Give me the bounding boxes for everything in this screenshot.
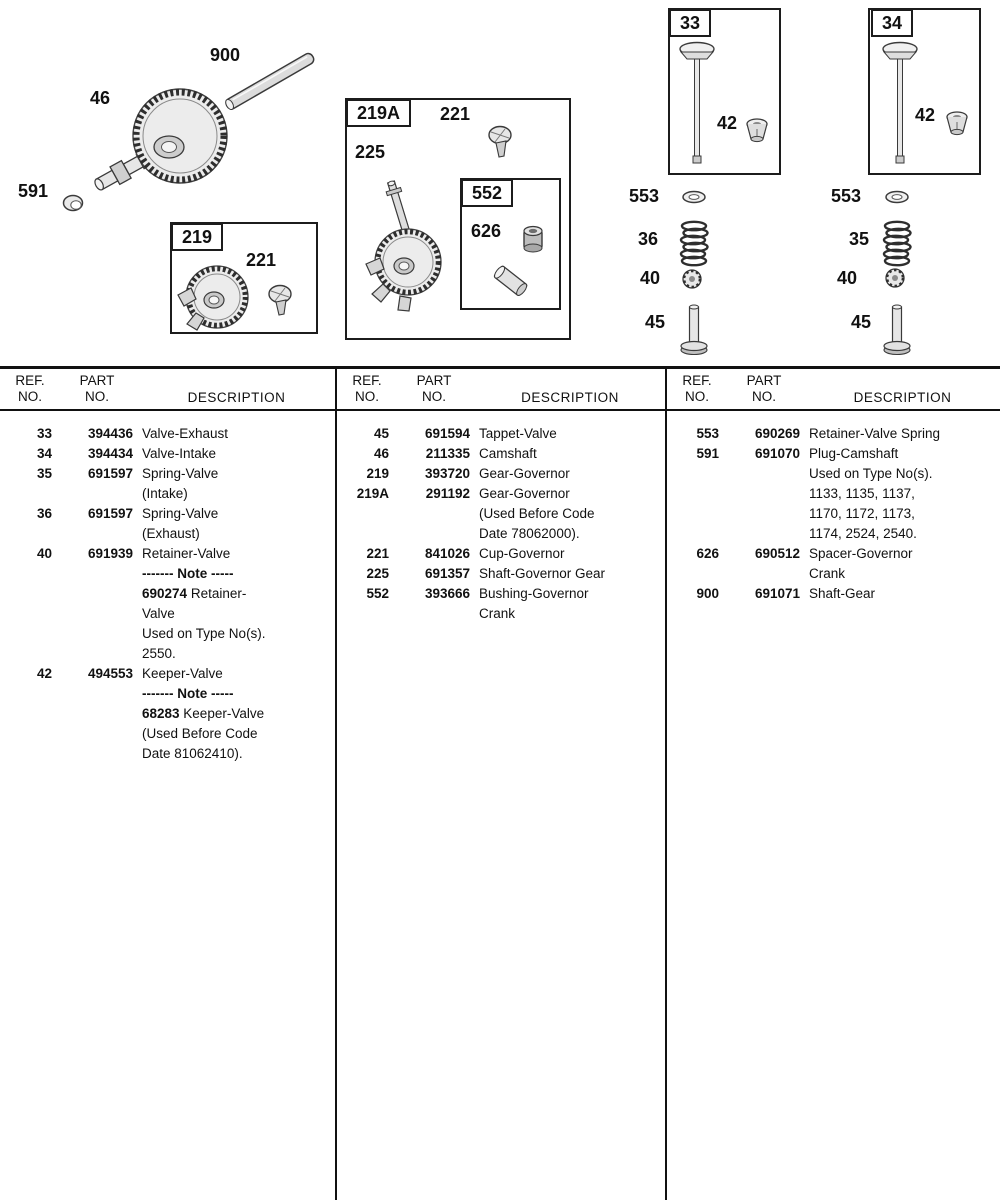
part-no: 691939 — [87, 546, 133, 561]
part-no: 393666 — [424, 586, 470, 601]
description-header: DESCRIPTION — [853, 390, 952, 405]
table-row — [345, 484, 661, 544]
description: Retainer-Valve Spring — [809, 426, 941, 441]
camshaft-drawing — [91, 89, 227, 195]
part-no: 841026 — [424, 546, 470, 561]
callout-35: 35 — [849, 229, 870, 249]
callout-40-b: 40 — [837, 268, 858, 288]
description-header: DESCRIPTION — [187, 390, 286, 405]
spring-exhaust-drawing — [681, 222, 708, 265]
ref-no: 219 — [366, 466, 389, 481]
table-row — [8, 424, 331, 444]
callout-45-b: 45 — [851, 312, 872, 332]
retainer-valve-drawing-2 — [886, 269, 904, 287]
ref-no: 225 — [366, 566, 389, 581]
callout-225: 225 — [355, 142, 386, 162]
ref-no: 626 — [696, 546, 719, 561]
ref-no: 36 — [36, 506, 52, 521]
table-row — [675, 584, 996, 604]
table-row — [345, 424, 661, 444]
description: Shaft-Gear — [809, 586, 876, 601]
table-row — [8, 544, 331, 664]
table-body — [0, 411, 335, 764]
callout-221-a: 221 — [246, 250, 277, 270]
callout-42-a: 42 — [717, 113, 738, 133]
parts-table-column-3 — [667, 369, 1000, 1200]
callout-46: 46 — [90, 88, 111, 108]
description: Valve-Exhaust — [142, 426, 229, 441]
part-no: 211335 — [425, 446, 470, 461]
description: Tappet-Valve — [479, 426, 557, 441]
part-no: 691594 — [424, 426, 470, 441]
part-no: 494553 — [87, 666, 133, 681]
ref-no: 40 — [36, 546, 52, 561]
ref-no: 219A — [356, 486, 389, 501]
part-no: 691357 — [424, 566, 470, 581]
plug-camshaft-drawing — [64, 196, 83, 211]
description: Cup-Governor — [479, 546, 565, 561]
part-no: 393720 — [424, 466, 470, 481]
callout-900: 900 — [210, 45, 241, 65]
description: Keeper-Valve ------- Note ----- 68283 Keeper-Valve (Used Before Code Date 81062410). — [142, 666, 265, 761]
ref-no: 900 — [696, 586, 719, 601]
part-no: 691071 — [754, 586, 800, 601]
table-body — [337, 411, 665, 624]
ref-no: 45 — [373, 426, 389, 441]
ref-no: 552 — [366, 586, 389, 601]
table-row — [8, 504, 331, 544]
part-no: 394434 — [87, 446, 133, 461]
callout-591: 591 — [18, 181, 49, 201]
description: Retainer-Valve ------- Note ----- 690274 Retainer- Valve Used on Type No(s). 2550. — [142, 546, 266, 661]
tappet-drawing-2 — [884, 305, 910, 355]
table-row — [345, 564, 661, 584]
table-row — [675, 544, 996, 584]
description: Spacer-Governor Crank — [809, 546, 913, 581]
description: Spring-Valve (Intake) — [142, 466, 219, 501]
description: Plug-Camshaft Used on Type No(s). 1133, 1135, 1137, 1170, 1172, 1173, 1174, 2524, 2540. — [809, 446, 933, 541]
callout-553-a: 553 — [629, 186, 660, 206]
ref-no: 33 — [36, 426, 52, 441]
ref-no: 221 — [366, 546, 389, 561]
parts-table-column-1 — [0, 369, 337, 1200]
ref-no-header: REF. NO. — [352, 373, 382, 404]
table-header — [667, 369, 1000, 411]
callout-219a: 219A — [346, 99, 411, 127]
ref-no: 553 — [696, 426, 719, 441]
ref-no: 591 — [696, 446, 719, 461]
exploded-parts-diagram — [0, 0, 1000, 366]
retainer-spring-drawing-1 — [683, 192, 705, 203]
retainer-valve-drawing-1 — [683, 270, 701, 288]
table-header — [337, 369, 665, 411]
table-header — [0, 369, 335, 411]
part-no-header: PART NO. — [416, 373, 452, 404]
ref-no: 46 — [373, 446, 389, 461]
callout-34: 34 — [871, 9, 913, 37]
description: Gear-Governor (Used Before Code Date 78062000). — [479, 486, 595, 541]
ref-no: 34 — [36, 446, 52, 461]
ref-no: 42 — [36, 666, 52, 681]
description: Bushing-Governor Crank — [479, 586, 589, 621]
part-no: 690269 — [754, 426, 800, 441]
part-no: 291192 — [425, 486, 470, 501]
table-row — [675, 424, 996, 444]
table-body — [667, 411, 1000, 604]
table-row — [345, 444, 661, 464]
part-no: 690512 — [754, 546, 800, 561]
ref-no-header: REF. NO. — [682, 373, 712, 404]
table-row — [8, 664, 331, 764]
callout-45-a: 45 — [645, 312, 666, 332]
callout-36: 36 — [638, 229, 659, 249]
description: Gear-Governor — [479, 466, 570, 481]
table-row — [675, 444, 996, 544]
callout-552: 552 — [461, 179, 513, 207]
callout-626: 626 — [471, 221, 502, 241]
description: Spring-Valve (Exhaust) — [142, 506, 219, 541]
callout-221-b: 221 — [440, 104, 471, 124]
part-no: 691070 — [754, 446, 800, 461]
description: Valve-Intake — [142, 446, 217, 461]
ref-no-header: REF. NO. — [15, 373, 45, 404]
table-row — [345, 544, 661, 564]
ref-no: 35 — [36, 466, 52, 481]
table-row — [345, 584, 661, 624]
tappet-drawing-1 — [681, 305, 707, 355]
table-row — [8, 464, 331, 504]
callout-553-b: 553 — [831, 186, 862, 206]
spring-intake-drawing — [884, 222, 911, 265]
callout-40-a: 40 — [640, 268, 661, 288]
parts-table — [0, 366, 1000, 1200]
part-no: 394436 — [87, 426, 133, 441]
callout-42-b: 42 — [915, 105, 936, 125]
retainer-spring-drawing-2 — [886, 192, 908, 203]
callout-33: 33 — [669, 9, 711, 37]
description: Shaft-Governor Gear — [479, 566, 606, 581]
description-header: DESCRIPTION — [521, 390, 619, 405]
part-no-header: PART NO. — [746, 373, 782, 404]
table-row — [345, 464, 661, 484]
part-no-header: PART NO. — [79, 373, 115, 404]
callout-219: 219 — [171, 223, 223, 251]
description: Camshaft — [479, 446, 537, 461]
part-no: 691597 — [87, 466, 133, 481]
table-row — [8, 444, 331, 464]
part-no: 691597 — [87, 506, 133, 521]
parts-table-column-2 — [337, 369, 667, 1200]
